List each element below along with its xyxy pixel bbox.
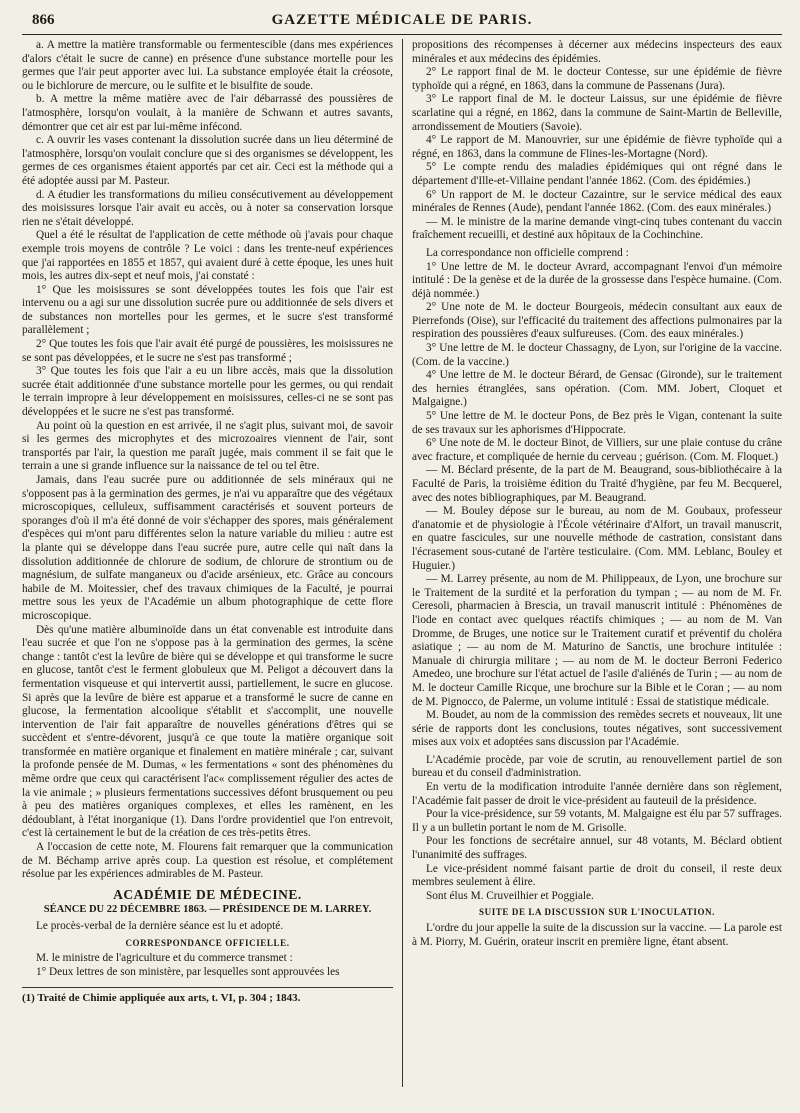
paragraph: a. A mettre la matière transformable ou fermentescible (dans mes expériences d'alors c'était le sucre de canne) en présence d'une substance mortelle pour les germes que l'air peut apporter avec lui. La substance employée était la créosote, ou le bichlorure de mercure, ou le sulfite et le bisulfite de soude. (22, 39, 393, 92)
paragraph: 6° Une note de M. le docteur Binot, de Villiers, sur une plaie contuse du crâne avec fracture, et compliquée de hernie du cerveau ; guérison. (Com. M. Floquet.) (412, 437, 782, 463)
paragraph: — M. Béclard présente, de la part de M. Beaugrand, sous-bibliothécaire à la Faculté de Paris, la troisième édition du Traité d'hygiène, par feu M. Becquerel, avec des notes bibliographiques, par M. Beaugrand. (412, 464, 782, 504)
paragraph: Au point où la question en est arrivée, il ne s'agit plus, suivant moi, de savoir si les germes des microphytes et des microzoaires viennent de l'air, sont transportés par l'air, la question me paraît jugée, mais comment il se fait que le terrain a une si grande influence sur la naissance de tel ou tel être. (22, 419, 393, 473)
paragraph: La correspondance non officielle comprend : (426, 246, 629, 259)
section-subtitle: SÉANCE DU 22 DÉCEMBRE 1863. — PRÉSIDENCE DE M. LARREY. (43, 904, 372, 916)
paragraph: 3° Une lettre de M. le docteur Chassagny, de Lyon, sur l'origine de la vaccine. (Com. de la vaccine.) (412, 342, 782, 368)
paragraph: M. le ministre de l'agriculture et du commerce transmet : (36, 952, 293, 965)
section-title: ACADÉMIE DE MÉDECINE. (113, 886, 302, 902)
paragraph: Pour les fonctions de secrétaire annuel, sur 48 votants, M. Béclard obtient l'unanimité des suffrages. (412, 835, 782, 862)
page-number: 866 (32, 12, 55, 28)
left-column (22, 39, 402, 1079)
paragraph: 4° Une lettre de M. le docteur Bérard, de Gensac (Gironde), sur le traitement des hernies étranglées, sans opération. (Com. MM. Jobert, Cloquet et Malgaigne.) (412, 369, 782, 409)
paragraph: 2° Le rapport final de M. le docteur Contesse, sur une épidémie de fièvre typhoïde qui a régné, en 1863, dans la commune de Passenans (Jura). (412, 66, 782, 92)
paragraph: 4° Le rapport de M. Manouvrier, sur une épidémie de fièvre typhoïde qui a régné, en 1863, dans la commune de Flines-les-Mortagne (Nord). (412, 134, 782, 160)
paragraph: d. A étudier les transformations du milieu consécutivement au développement des moisissures lorsque l'air avait eu accès, ou à noter sa conservation lorsque rien ne s'était développé. (22, 188, 393, 228)
correspondence-heading: CORRESPONDANCE OFFICIELLE. (125, 937, 290, 948)
paragraph: Le vice-président nommé faisant partie de droit du conseil, il reste deux membres seulement à élire. (412, 862, 782, 889)
paragraph: Sont élus M. Cruveilhier et Poggiale. (426, 889, 594, 902)
paragraph: 2° Que toutes les fois que l'air avait été purgé de poussières, les moisissures ne se sont pas développées, et le sucre ne s'est pas transformé ; (22, 338, 393, 364)
paragraph: Le procès-verbal de la dernière séance est lu et adopté. (36, 920, 284, 932)
paragraph: L'Académie procède, par voie de scrutin, au renouvellement partiel de son bureau et du conseil d'administration. (412, 753, 782, 780)
paragraph: 1° Une lettre de M. le docteur Avrard, accompagnant l'envoi d'un mémoire intitulé : De la genèse et de la durée de la grossesse dans l'espèce humaine. (Com. déjà nommée.) (412, 260, 782, 300)
paragraph: — M. le ministre de la marine demande vingt-cinq tubes contenant du vaccin fraîchement recueilli, et destiné aux hôpitaux de la Cochinchine. (412, 215, 782, 242)
running-title: GAZETTE MÉDICALE DE PARIS. (271, 12, 533, 28)
paragraph: A l'occasion de cette note, M. Flourens fait remarquer que la communication de M. Béchamp arrive après coup. La question est résolue, et complétement résolue par les expériences admirables de M. Pasteur. (22, 841, 393, 881)
paragraph: 1° Deux lettres de son ministère, par lesquelles sont approuvées les (36, 965, 340, 978)
footnote: (1) Traité de Chimie appliquée aux arts, t. VI, p. 304 ; 1843. (22, 992, 301, 1005)
paragraph: Dès qu'une matière albuminoïde dans un état convenable est introduite dans l'eau sucrée et que l'on ne s'oppose pas à la germination des germes, la scène change : tantôt c'est la levûre de bière qui se développe et qui transforme le sucre en glucose, tantôt c'est le ferment globuleux que M. Peligot a découvert dans la fermentation visqueuse et qui intervertit aussi, partiellement, le sucre en glucose. Si après que la levûre de bière est apparue et a transformé le sucre de canne en glucose, la fermentation alcoolique s'établit et s'accomplit, une nouvelle intervention de l'air fait apparaître de nouvelles générations d'êtres qui se succèdent et s'entre-dévorent, jusqu'à ce que toute la matière organique soit transformée en matière organique et finalement en matière minérale ; car, suivant la profonde pensée de M. Dumas, « les fermentations « sont des phénomènes du même ordre que ceux qui caractérisent l'ac« complissement régulier des actes de la vie animale ; » plusieurs fermentations successives défont brusquement ou peu à peu des matières organiques complexes, et elles les ramènent, en les dédoublant, à l'état inorganique (1). Dans l'ordre providentiel que l'on entrevoit, c'est là certainement le but de la création de ces très-petits êtres. (22, 623, 393, 840)
paragraph: — M. Larrey présente, au nom de M. Philippeaux, de Lyon, une brochure sur le Traitement de la surdité et la perforation du tympan ; — au nom de M. Fr. Ceresoli, pharmacien à Brescia, un travail manuscrit intitulé : Phénomènes de l'iode en contact avec quelques réactifs chimiques ; — au nom de M. Van Dromme, de Bruges, une notice sur le Traitement curatif et préventif du choléra asiatique ; — au nom de M. Maturino de Sanctis, une brochure intitulée : Manuale di chirurgia militare ; — au nom de M. le docteur Berroni Federico Amedeo, une brochure sur l'état actuel de l'asile d'aliénés de Turin ; — au nom de M. le docteur Camille Ricque, une brochure sur la Bible et le Coran ; — au nom de M. Pignocco, de Palerme, un volume intitulé : Essai de statistique médicale. (412, 573, 782, 708)
paragraph: 3° Que toutes les fois que l'air a eu un libre accès, mais que la dissolution sucrée était additionnée d'une substance mortelle pour les germes, ou qui rendait le terrain impropre à leur développement en moisissures, celles-ci ne se sont pas développées et le sucre ne s'est pas transformé. (22, 365, 393, 419)
paragraph: propositions des récompenses à décerner aux médecins inspecteurs des eaux minérales et aux médecins des épidémies. (412, 39, 782, 65)
paragraph: M. Boudet, au nom de la commission des remèdes secrets et nouveaux, lit une série de rapports dont les conclusions, toutes négatives, sont successivement mises aux voix et adoptées sans discussion par l'Académie. (412, 709, 782, 749)
paragraph: 5° Une lettre de M. le docteur Pons, de Bez près le Vigan, contenant la suite de ses travaux sur les aphorismes d'Hippocrate. (412, 410, 782, 436)
paragraph: — M. Bouley dépose sur le bureau, au nom de M. Goubaux, professeur d'anatomie et de physiologie à l'École vétérinaire d'Alfort, un travail manuscrit, en quatre fascicules, sur une nouvelle méthode de castration, consistant dans l'écrasement sous-cutané de l'artère testiculaire. (Com. MM. Leblanc, Bouley et Huguier.) (412, 505, 782, 572)
paragraph: Pour la vice-présidence, sur 59 votants, M. Malgaigne est élu par 57 suffrages. Il y a un bulletin portant le nom de M. Grisolle. (412, 808, 782, 834)
paragraph: c. A ouvrir les vases contenant la dissolution sucrée dans un lieu déterminé de l'atmosphère, lorsqu'on voulait conclure que si des organismes se développent, les germes de ces organismes étaient apportés par cet air. Ceci est la méthode qui a été adoptée aussi par M. Pasteur. (22, 134, 393, 187)
footnote-rule (22, 987, 393, 988)
paragraph: Jamais, dans l'eau sucrée pure ou additionnée de sels minéraux qui ne s'opposent pas à la germination des germes, je n'ai vu apparaître que des végétaux microscopiques, celluleux, suffisamment caractérisés et souvent porteurs de sporanges d'où il m'a été donné de voir s'échapper des spores, mais généralement d'espèces qui m'ont paru différentes selon la nature variable du milieu : autre est la plante qui se développe dans l'eau sucrée pure, autre celle qui naît dans la dissolution additionnée de chlorure de sodium, de chlorure de strontium ou de magnésium, de sulfate manganeux ou d'acide arsénieux, etc. Grâce au concours habile de M. Moitessier, chef des travaux chimiques de la Faculté, je pourrai mettre sous les yeux de l'Académie un album photographique de cette flore microscopique. (22, 474, 393, 622)
columns (22, 39, 782, 1087)
page-header (22, 10, 782, 35)
right-column (402, 39, 782, 1087)
paragraph: 5° Le compte rendu des maladies épidémiques qui ont régné dans le département d'Ille-et-Villaine pendant l'année 1862. (Com. des épidémies.) (412, 161, 782, 187)
discussion-heading: SUITE DE LA DISCUSSION SUR L'INOCULATION. (479, 907, 715, 918)
paragraph: 6° Un rapport de M. le docteur Cazaintre, sur le service médical des eaux minérales de Rennes (Aude), pendant l'année 1862. (Com. des eaux minérales.) (412, 188, 782, 215)
paragraph: L'ordre du jour appelle la suite de la discussion sur la vaccine. — La parole est à M. Piorry, M. Guérin, orateur inscrit en première ligne, étant absent. (412, 922, 782, 948)
paragraph: 2° Une note de M. le docteur Bourgeois, médecin consultant aux eaux de Pierrefonds (Oise), sur l'efficacité du traitement des affections pulmonaires par la respiration des poussières d'eaux sulfureuses. (Com. des eaux minérales.) (412, 301, 782, 341)
paragraph: En vertu de la modification introduite l'année dernière dans son règlement, l'Académie fait passer de droit le vice-président au fauteuil de la présidence. (412, 781, 782, 807)
paragraph: 3° Le rapport final de M. le docteur Laissus, sur une épidémie de fièvre scarlatine qui a régné, en 1862, dans la commune de Saint-Martin de Belleville, arrondissement de Moutiers (Savoie). (412, 93, 782, 133)
paragraph: 1° Que les moisissures se sont développées toutes les fois que l'air est intervenu ou a agi sur une dissolution sucrée pure ou additionnée de sels divers et de substances non mortelles pour les germes, et le sucre s'est transformé parallèlement ; (22, 283, 393, 337)
paragraph: b. A mettre la même matière avec de l'air débarrassé des poussières de l'atmosphère, lorsqu'on voulait, à la manière de Schwann et autres savants, démontrer que cet air est par lui-même infécond. (22, 93, 393, 133)
paragraph: Quel a été le résultat de l'application de cette méthode où j'avais pour chaque exemple trois moyens de contrôle ? Le voici : dans les trente-neuf expériences que j'ai rapportées en 1855 et 1857, qui avaient duré à cette époque, les unes huit mois, les autres dix-sept et neuf mois, j'ai constaté : (22, 229, 393, 283)
